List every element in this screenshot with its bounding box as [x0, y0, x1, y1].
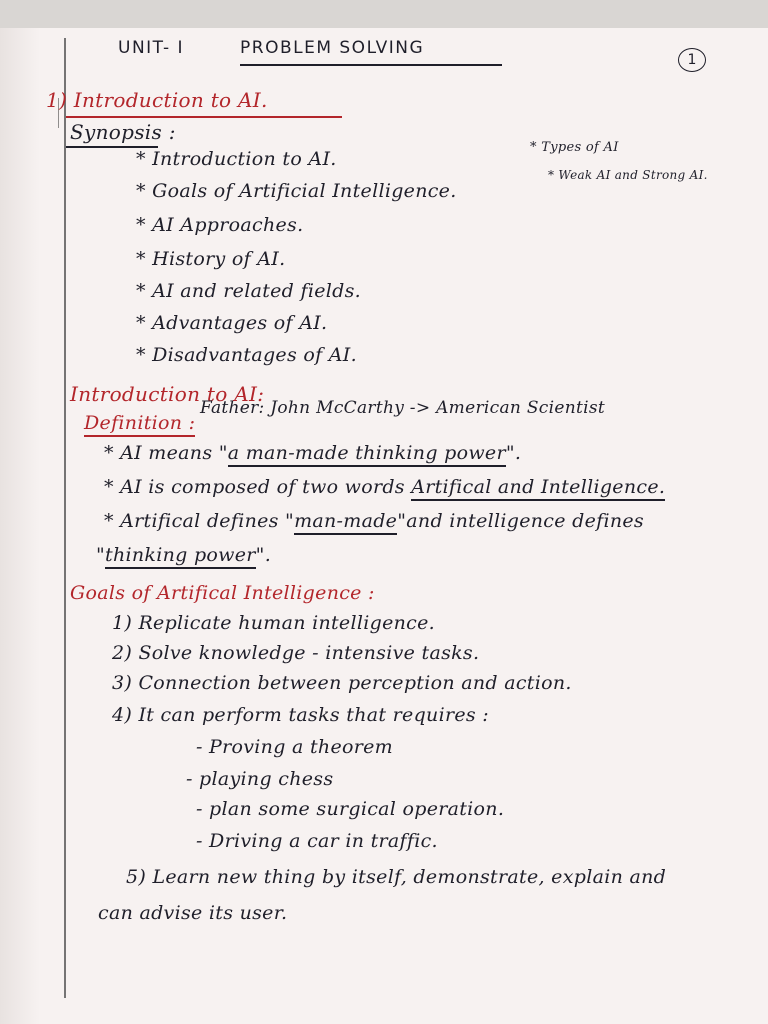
intro-line: * AI means "a man-made thinking power".: [104, 442, 521, 464]
goal-subitem: - playing chess: [186, 768, 334, 790]
synopsis-item: * AI and related fields.: [136, 280, 361, 302]
goal-item: 1) Replicate human intelligence.: [112, 612, 435, 634]
intro-line: "thinking power".: [96, 544, 271, 566]
notebook-page: [0, 28, 768, 1024]
synopsis-item: * Disadvantages of AI.: [136, 344, 357, 366]
definition-text: Father: John McCarthy -> American Scientist: [200, 398, 605, 418]
margin-line: [64, 38, 66, 998]
intro-line: * AI is composed of two words Artifical and Intelligence.: [104, 476, 665, 498]
page-title: PROBLEM SOLVING: [240, 38, 425, 58]
goals-heading: Goals of Artifical Intelligence :: [70, 582, 375, 604]
goal-item-5-continued: can advise its user.: [98, 902, 288, 924]
unit-label: UNIT- I: [118, 38, 185, 58]
goal-item-5: 5) Learn new thing by itself, demonstrate, explain and: [126, 866, 667, 888]
side-item: * Weak AI and Strong AI.: [548, 168, 708, 182]
synopsis-item: * Advantages of AI.: [136, 312, 328, 334]
intro-heading: Introduction to AI:: [70, 382, 265, 406]
section-heading: 1) Introduction to AI.: [46, 88, 268, 112]
synopsis-item: * Goals of Artificial Intelligence.: [136, 180, 457, 202]
page-number: 1: [678, 48, 706, 72]
goal-subitem: - Driving a car in traffic.: [196, 830, 438, 852]
goal-item: 2) Solve knowledge - intensive tasks.: [112, 642, 480, 664]
goal-subitem: - Proving a theorem: [196, 736, 393, 758]
synopsis-label: Synopsis :: [70, 120, 176, 144]
section-heading-underline: [66, 116, 342, 118]
goal-subitem: - plan some surgical operation.: [196, 798, 505, 820]
synopsis-item: * AI Approaches.: [136, 214, 304, 236]
goal-item: 4) It can perform tasks that requires :: [112, 704, 489, 726]
intro-line: * Artifical defines "man-made"and intelligence defines: [104, 510, 644, 532]
synopsis-item: * History of AI.: [136, 248, 286, 270]
title-underline: [240, 64, 502, 66]
goal-item: 3) Connection between perception and action.: [112, 672, 572, 694]
synopsis-item: * Introduction to AI.: [136, 148, 337, 170]
definition-label: Definition :: [84, 412, 195, 434]
side-item: * Types of AI: [530, 140, 619, 155]
